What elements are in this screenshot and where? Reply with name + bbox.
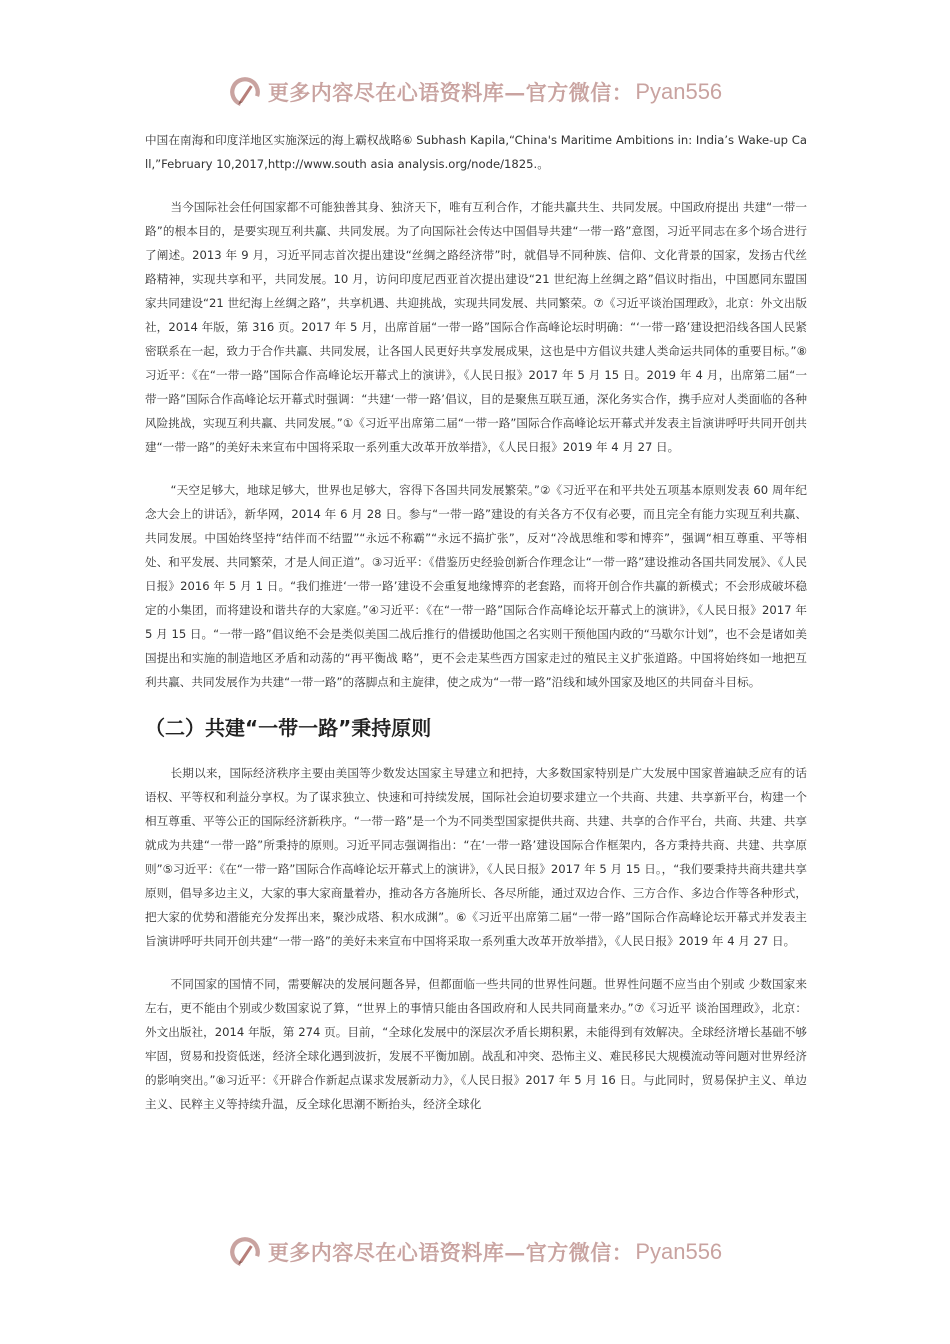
- section-heading: （二）共建“一带一路”秉持原则: [145, 716, 432, 740]
- document-body: [145, 128, 807, 1135]
- moon-pen-logo-icon: [228, 75, 262, 109]
- banner-text: 更多内容尽在心语资料库—官方微信：: [267, 80, 634, 105]
- paragraph-3: “天空足够大，地球足够大，世界也足够大，容得下各国共同发展繁荣。”②《习近平在和平共处五项基本原则发表 60 周年纪念大会上的讲话》，新华网，2014 年 6 月 28 日。参与“一带一路”建设的有关各方不仅有必要，而且完全有能力实现互利共赢、共同发展。中国始终坚持“结伴而不结盟”“永远不称霸”“永远不搞扩张”，反对“冷战思维和零和博弈”，强调“相互尊重、平等相处、和平发展、共同繁荣，才是人间正道”。③习近平：《借鉴历史经验创新合作理念让“一带一路”建设推动各国共同发展》、《人民日报》2016 年 5 月 1 日。“我们推进‘一带一路’建设不会重复地缘博弈的老套路，而将开创合作共赢的新模式；不会形成破坏稳定的小集团，而将建设和谐共存的大家庭。”④习近平：《在“一带一路”国际合作高峰论坛开幕式上的演讲》，《人民日报》2017 年 5 月 15 日。“一带一路”倡议绝不会是类似美国二战后推行的借援助他国之名实则干预他国内政的“马歇尔计划”，也不会是诸如美国提出和实施的制造地区矛盾和动荡的“再平衡战 略”，更不会走某些西方国家走过的殖民主义扩张道路。中国将始终如一地把互利共赢、共同发展作为共建“一带一路”的落脚点和主旋律，使之成为“一带一路”沿线和域外国家及地区的共同奋斗目标。: [145, 483, 807, 689]
- moon-pen-logo-icon: [228, 1235, 262, 1269]
- paragraph-4: 长期以来，国际经济秩序主要由美国等少数发达国家主导建立和把持，大多数国家特别是广大发展中国家普遍缺乏应有的话语权、平等权和利益分享权。为了谋求独立、快速和可持续发展，国际社会迫切要求建立一个共商、共建、共享新平台，构建一个相互尊重、平等公正的国际经济新秩序。“一带一路”是一个为不同类型国家提供共商、共建、共享的合作平台，共商、共建、共享就成为共建“一带一路”所秉持的原则。习近平同志强调指出：“在‘一带一路’建设国际合作框架内，各方秉持共商、共建、共享原则”⑤习近平：《在“一带一路”国际合作高峰论坛开幕式上的演讲》，《人民日报》2017 年 5 月 15 日。，“我们要秉持共商共建共享原则，倡导多边主义，大家的事大家商量着办，推动各方各施所长、各尽所能，通过双边合作、三方合作、多边合作等各种形式，把大家的优势和潜能充分发挥出来，聚沙成塔、积水成渊”。⑥《习近平出席第二届“一带一路”国际合作高峰论坛开幕式并发表主旨演讲呼吁共同开创共建“一带一路”的美好未来宣布中国将采取一系列重大改革开放举措》，《人民日报》2019 年 4 月 27 日。: [145, 766, 807, 948]
- paragraph-5: 不同国家的国情不同，需要解决的发展问题各异，但都面临一些共同的世界性问题。世界性问题不应当由个别或 少数国家来左右，更不能由个别或少数国家说了算，“世界上的事情只能由各国政府和人民共同商量来办。”⑦《习近平 谈治国理政》，北京：外文出版社，2014 年版，第 274 页。目前，“全球化发展中的深层次矛盾长期积累，未能得到有效解决。全球经济增长基础不够牢固，贸易和投资低迷，经济全球化遇到波折，发展不平衡加剧。战乱和冲突、恐怖主义、难民移民大规模流动等问题对世界经济的影响突出。”⑧习近平：《开辟合作新起点谋求发展新动力》，《人民日报》2017 年 5 月 16 日。与此同时，贸易保护主义、单边主义、民粹主义等持续升温，反全球化思潮不断抬头，经济全球化: [145, 977, 807, 1111]
- header-banner: [0, 72, 950, 112]
- banner-wechat-id: Pyan556: [635, 1239, 723, 1264]
- banner-text: 更多内容尽在心语资料库—官方微信：: [267, 1240, 634, 1265]
- paragraph-2: 当今国际社会任何国家都不可能独善其身、独济天下，唯有互利合作，才能共赢共生、共同发展。中国政府提出 共建“一带一路”的根本目的，是要实现互利共赢、共同发展。为了向国际社会传达中国倡导共建“一带一路”意图，习近平同志在多个场合进行了阐述。2013 年 9 月，习近平同志首次提出建设“丝绸之路经济带”时，就倡导不同种族、信仰、文化背景的国家，发扬古代丝路精神，实现共享和平，共同发展。10 月，访问印度尼西亚首次提出建设“21 世纪海上丝绸之路”倡议时指出，中国愿同东盟国家共同建设“21 世纪海上丝绸之路”，共享机遇、共迎挑战，实现共同发展、共同繁荣。⑦《习近平谈治国理政》，北京：外文出版社，2014 年版，第 316 页。2017 年 5 月，出席首届“一带一路”国际合作高峰论坛时明确：“‘一带一路’建设把沿线各国人民紧密联系在一起，致力于合作共赢、共同发展，让各国人民更好共享发展成果，这也是中方倡议共建人类命运共同体的重要目标。”⑧习近平：《在“一带一路”国际合作高峰论坛开幕式上的演讲》，《人民日报》2017 年 5 月 15 日。2019 年 4 月，出席第二届“一带一路”国际合作高峰论坛开幕式时强调：“共建‘一带一路’倡议，目的是聚焦互联互通，深化务实合作，携手应对人类面临的各种风险挑战，实现互利共赢、共同发展。”①《习近平出席第二届“一带一路”国际合作高峰论坛开幕式并发表主旨演讲呼吁共同开创共建“一带一路”的美好未来宣布中国将采取一系列重大改革开放举措》，《人民日报》2019 年 4 月 27 日。: [145, 200, 807, 454]
- paragraph-1: 中国在南海和印度洋地区实施深远的海上霸权战略⑥ Subhash Kapila,“China's Maritime Ambitions in: India’s Wake-up Call,”February 10,2017,http://www.south asia analysis.org/node/1825.。: [145, 133, 807, 171]
- footer-banner: [0, 1232, 950, 1272]
- banner-wechat-id: Pyan556: [635, 79, 723, 104]
